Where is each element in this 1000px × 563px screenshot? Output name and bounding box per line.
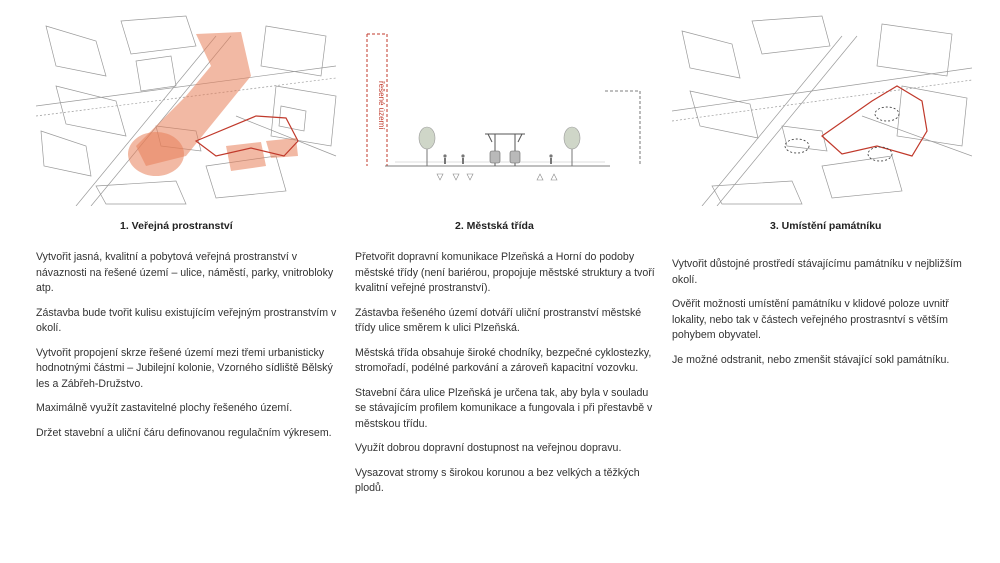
car-icon [490,151,500,163]
tree-icon [419,127,435,166]
site-boundary-line [822,86,927,156]
paragraph: Maximálně využít zastavitelné plochy řešeného území. [36,402,293,414]
paragraph: Zástavba řešeného území dotváří uliční prostranství městské třídy ulice směrem k ulici Plzeňská. [355,306,642,334]
paragraph: Přetvořit dopravní komunikace Plzeňská a Horní do podoby městské třídy (není bariérou, propojuje městské struktury a tvoří kvalitní veřejné prostranství). [355,251,655,294]
paragraph: Ověřit možnosti umístění památníku v klidové poloze uvnitř lokality, nebo tak v částech veřejného prostrasntví s větším pohybem obyvatel. [672,298,949,341]
paragraph: Držet stavební a uliční čáru definovanou regulačním výkresem. [36,426,332,439]
section-title: 3. Umístění památníku [770,220,882,232]
profile-markers [437,174,557,180]
paragraph: Zástavba bude tvořit kulisu existujícím veřejným prostranstvím v okolí. [36,306,337,334]
paragraph: Využít dobrou dopravní dostupnost na veřejnou dopravu. [355,442,622,454]
paragraph: Vytvořit propojení skrze řešené území mezi třemi urbanisticky hodnotnými částmi – Jubilejní kolonie, Vzorného sídliště Bělský les a Zábřeh-Družstvo. [36,346,333,390]
paragraph: Vysazovat stromy s širokou korunou a bez velkých a těžkých plodů. [355,466,640,494]
street-section-illustration [355,6,655,206]
paragraph: Je možné odstranit, nebo zmenšit stávající sokl památníku. [672,353,950,366]
paragraph: Stavební čára ulice Plzeňská je určena tak, aby byla v souladu se stávajícím profilem komunikace a fungovala i při přestavbě v městskou třídu. [355,386,653,430]
public-spaces-axonometric-illustration [36,6,346,206]
section-title: 1. Veřejná prostranství [120,220,233,232]
car-icon [510,151,520,163]
section-title: 2. Městská třída [455,220,534,232]
paragraph: Vytvořit důstojné prostředí stávajícímu památníku v nejbližším okolí. [672,258,962,286]
memorial-location-illustration [672,6,972,206]
tree-icon [564,127,580,166]
site-vertical-label: řešené území [377,81,386,130]
paragraph: Vytvořit jasná, kvalitní a pobytová veřejná prostranství v návaznosti na řešené území – ulice, náměstí, parky, vnitrobloky atp. [36,251,334,294]
memorial-candidate-location-marker [785,107,899,161]
paragraph: Městská třída obsahuje široké chodníky, bezpečné cyklostezky, stromořadí, podélné parkování a zároveň kapacitní vozovku. [355,346,652,374]
